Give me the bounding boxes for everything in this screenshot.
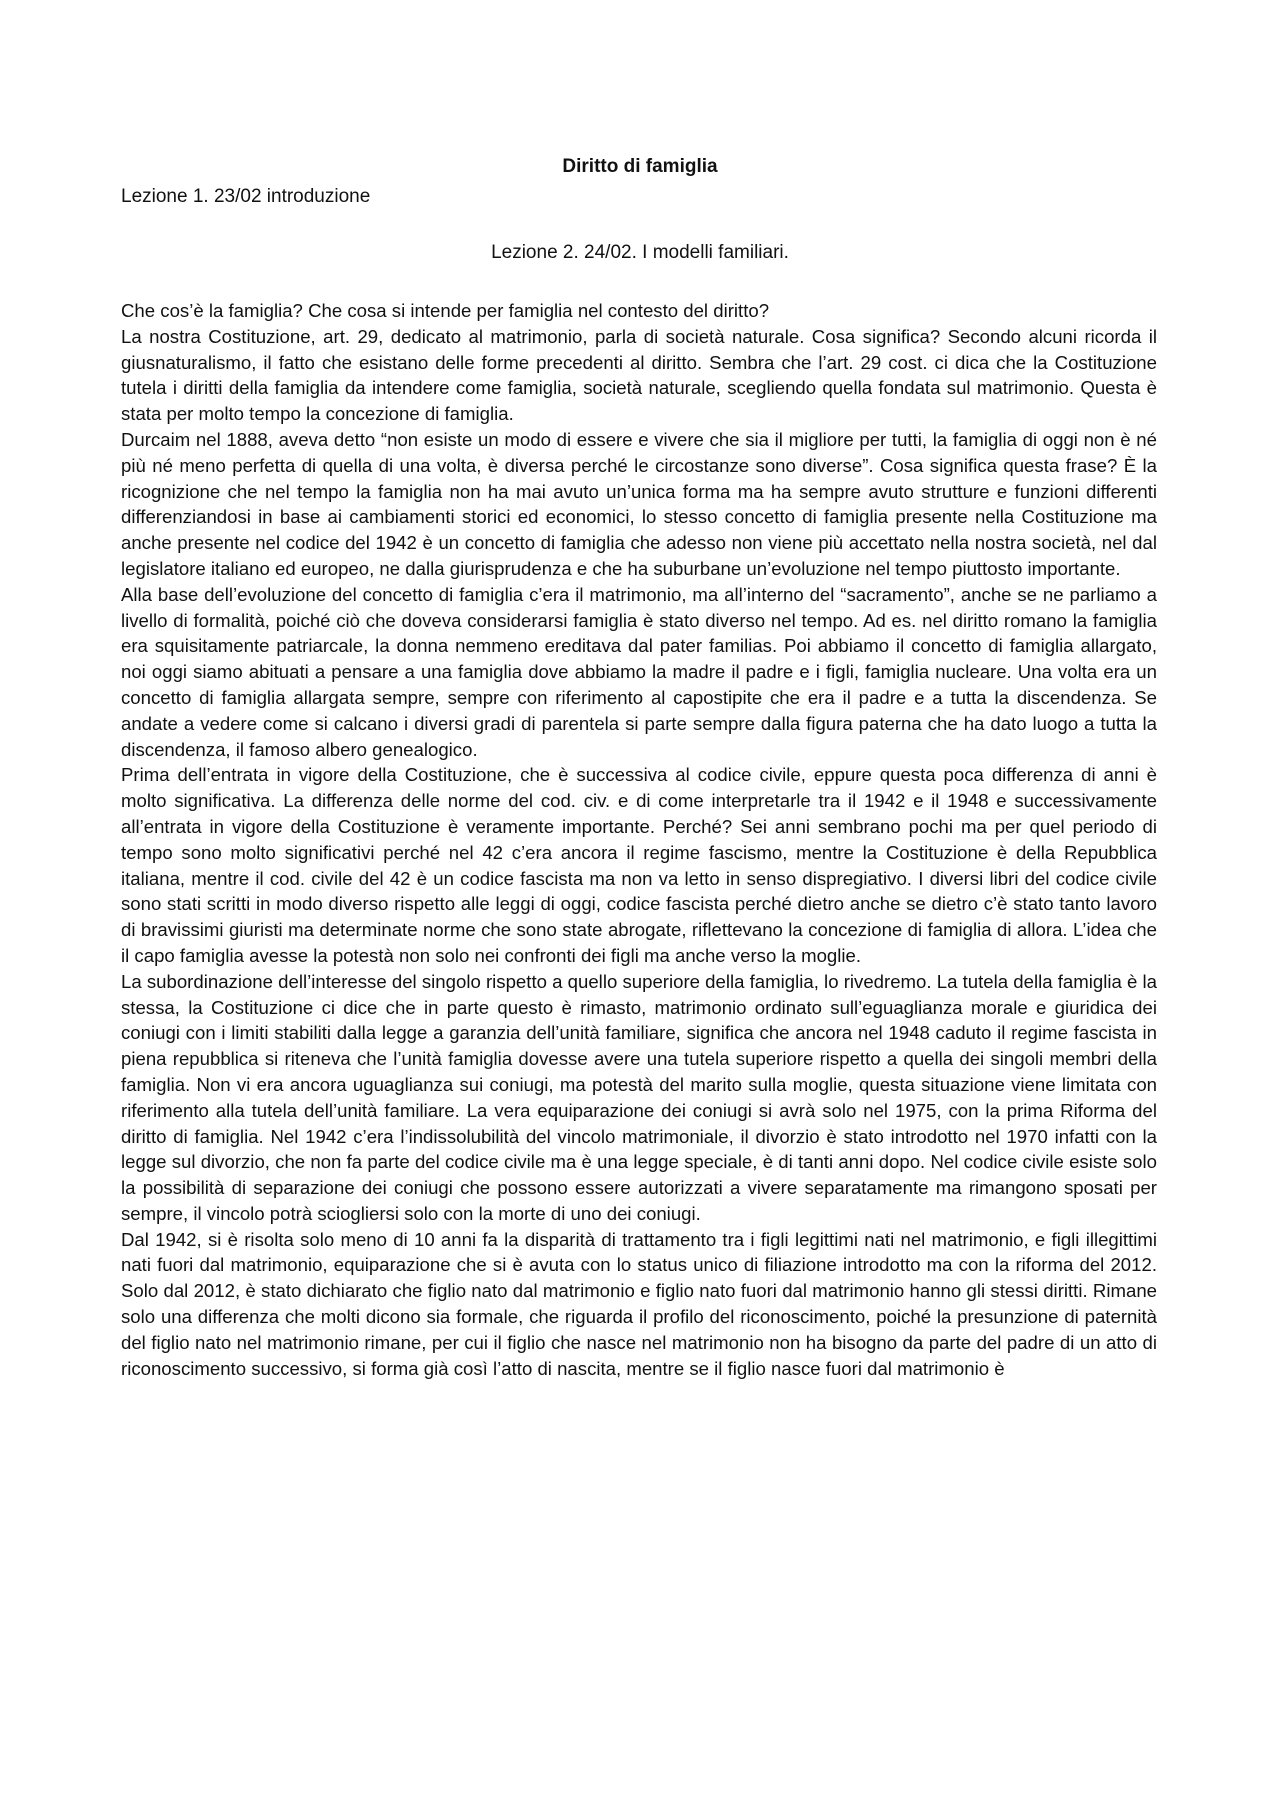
- paragraph: La subordinazione dell’interesse del singolo rispetto a quello superiore della famiglia, lo rivedremo. La tutela della famiglia è la stessa, la Costituzione ci dice che in parte questo è rimasto, matrimonio ordinato sull’eguaglianza morale e giuridica dei coniugi con i limiti stabiliti dalla legge a garanzia dell’unità familiare, significa che ancora nel 1948 caduto il regime fascista in piena repubblica si riteneva che l’unità famiglia dovesse avere una tutela superiore rispetto a quella dei singoli membri della famiglia. Non vi era ancora uguaglianza sui coniugi, ma potestà del marito sulla moglie, questa situazione viene limitata con riferimento alla tutela dell’unità familiare. La vera equiparazione dei coniugi si avrà solo nel 1975, con la prima Riforma del diritto di famiglia. Nel 1942 c’era l’indissolubilità del vincolo matrimoniale, il divorzio è stato introdotto nel 1970 infatti con la legge sul divorzio, che non fa parte del codice civile ma è una legge speciale, è di tanti anni dopo. Nel codice civile esiste solo la possibilità di separazione dei coniugi che possono essere autorizzati a vivere separatamente ma rimangono sposati per sempre, il vincolo potrà sciogliersi solo con la morte di uno dei coniugi.: [121, 970, 1157, 1224]
- paragraph: La nostra Costituzione, art. 29, dedicato al matrimonio, parla di società naturale. Cosa significa? Secondo alcuni ricorda il giusnaturalismo, il fatto che esistano delle forme precedenti al diritto. Sembra che l’art. 29 cost. ci dica che la Costituzione tutela i diritti della famiglia da intendere come famiglia, società naturale, scegliendo quella fondata sul matrimonio. Questa è stata per molto tempo la concezione di famiglia.: [121, 325, 1157, 425]
- paragraph: Durcaim nel 1888, aveva detto “non esiste un modo di essere e vivere che sia il migliore per tutti, la famiglia di oggi non è né più né meno perfetta di quella di una volta, è diversa perché le circostanze sono diverse”. Cosa significa questa frase? È la ricognizione che nel tempo la famiglia non ha mai avuto un’unica forma ma ha sempre avuto strutture e funzioni differenti differenziandosi in base ai cambiamenti storici ed economici, lo stesso concetto di famiglia presente nella Costituzione ma anche presente nel codice del 1942 è un concetto di famiglia che adesso non viene più accettato nella nostra società, nel dal legislatore italiano ed europeo, ne dalla giurisprudenza e che ha suburbane un’evoluzione nel tempo piuttosto importante.: [121, 428, 1157, 579]
- document-title: Diritto di famiglia: [562, 156, 718, 177]
- paragraph: Alla base dell’evoluzione del concetto di famiglia c’era il matrimonio, ma all’interno del “sacramento”, anche se ne parliamo a livello di formalità, poiché ciò che doveva considerarsi famiglia è stato diverso nel tempo. Ad es. nel diritto romano la famiglia era squisitamente patriarcale, la donna nemmeno ereditava dal pater familias. Poi abbiamo il concetto di famiglia allargato, noi oggi siamo abituati a pensare a una famiglia dove abbiamo la madre il padre e i figli, famiglia nucleare. Una volta era un concetto di famiglia allargata sempre, sempre con riferimento al capostipite che era il padre e a tutta la discendenza. Se andate a vedere come si calcano i diversi gradi di parentela si parte sempre dalla figura paterna che ha dato luogo a tutta la discendenza, il famoso albero genealogico.: [121, 583, 1157, 760]
- lesson-2-heading: Lezione 2. 24/02. I modelli familiari.: [491, 242, 789, 263]
- paragraph: Che cos’è la famiglia? Che cosa si intende per famiglia nel contesto del diritto?: [121, 300, 770, 321]
- paragraph: Prima dell’entrata in vigore della Costituzione, che è successiva al codice civile, eppure questa poca differenza di anni è molto significativa. La differenza delle norme del cod. civ. e di come interpretarle tra il 1942 e il 1948 e successivamente all’entrata in vigore della Costituzione è veramente importante. Perché? Sei anni sembrano pochi ma per quel periodo di tempo sono molto significativi perché nel 42 c’era ancora il regime fascismo, mentre la Costituzione è della Repubblica italiana, mentre il cod. civile del 42 è un codice fascista ma non va letto in senso dispregiativo. I diversi libri del codice civile sono stati scritti in modo diverso rispetto alle leggi di oggi, codice fascista perché dietro anche se dietro c’è stato tanto lavoro di bravissimi giuristi ma determinate norme che sono state abrogate, riflettevano la concezione di famiglia di allora. L’idea che il capo famiglia avesse la potestà non solo nei confronti dei figli ma anche verso la moglie.: [121, 764, 1157, 966]
- body-text: [121, 298, 1157, 1381]
- lesson-1-heading: Lezione 1. 23/02 introduzione: [121, 186, 371, 207]
- paragraph: Dal 1942, si è risolta solo meno di 10 anni fa la disparità di trattamento tra i figli legittimi nati nel matrimonio, e figli illegittimi nati fuori dal matrimonio, equiparazione che si è avuta con lo status unico di filiazione introdotto ma con la riforma del 2012. Solo dal 2012, è stato dichiarato che figlio nato dal matrimonio e figlio nato fuori dal matrimonio hanno gli stessi diritti. Rimane solo una differenza che molti dicono sia formale, che riguarda il profilo del riconoscimento, poiché la presunzione di paternità del figlio nato nel matrimonio rimane, per cui il figlio che nasce nel matrimonio non ha bisogno da parte del padre di un atto di riconoscimento successivo, si forma già così l’atto di nascita, mentre se il figlio nasce fuori dal matrimonio è: [121, 1228, 1157, 1379]
